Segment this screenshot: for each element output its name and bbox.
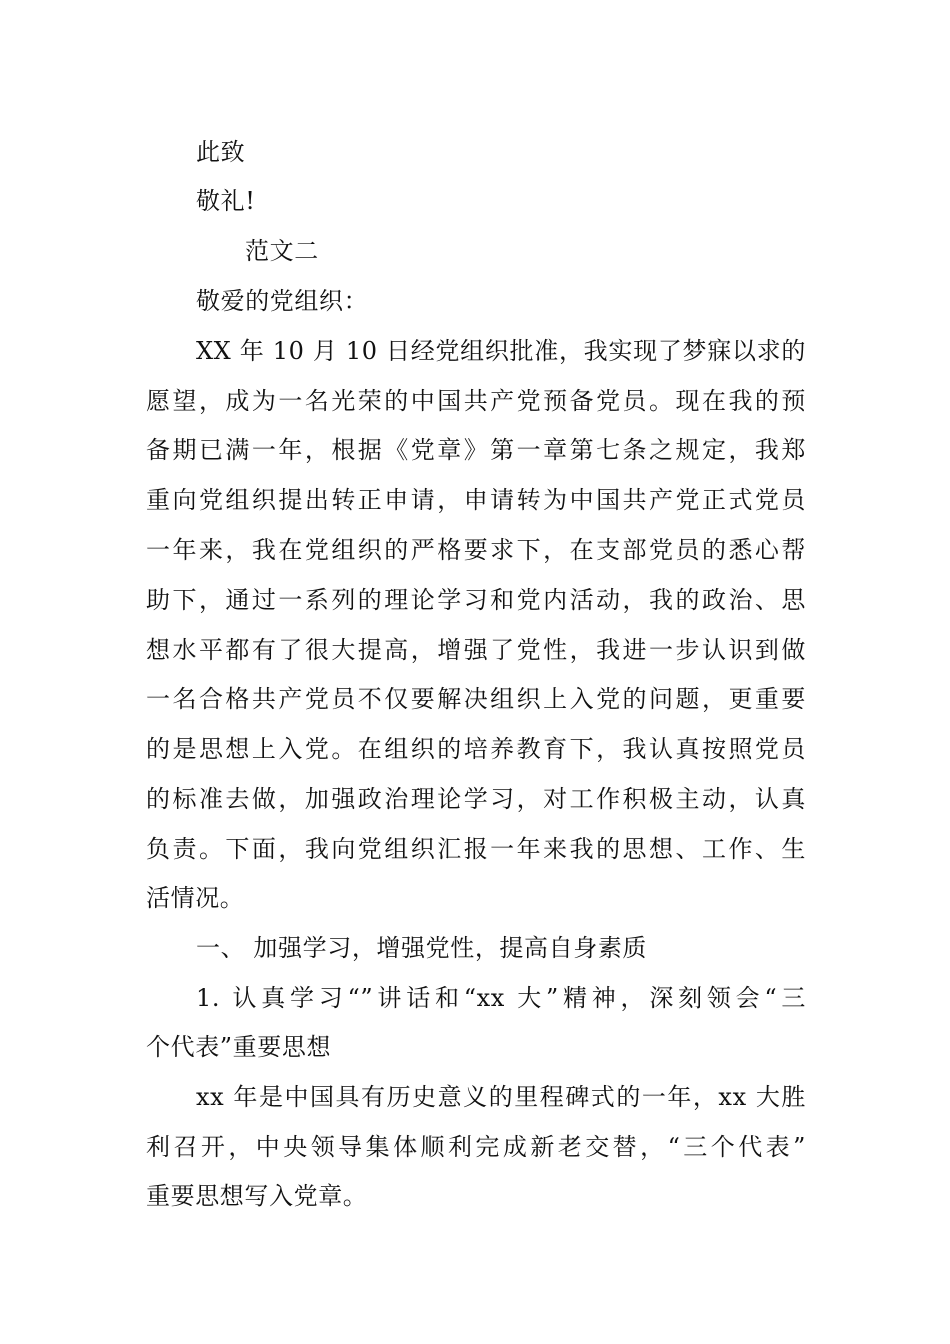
paragraph-line: 重要思想写入党章。: [146, 1182, 368, 1210]
closing-line-2: 敬礼!: [196, 187, 256, 215]
paragraph-line: 助下，通过一系列的理论学习和党内活动，我的政治、思: [146, 586, 806, 614]
heading-1: 一、 加强学习，增强党性，提高自身素质: [196, 934, 648, 962]
paragraph-line: 一名合格共产党员不仅要解决组织上入党的问题，更重要: [146, 685, 806, 713]
paragraph-line: 负责。下面，我向党组织汇报一年来我的思想、工作、生: [146, 835, 806, 863]
paragraph-line: 活情况。: [146, 884, 245, 912]
paragraph-line: 重向党组织提出转正申请，申请转为中国共产党正式党员: [146, 486, 806, 514]
paragraph-line: 一年来，我在党组织的严格要求下，在支部党员的悉心帮: [146, 536, 806, 564]
subheading-line: 个代表”重要思想: [146, 1033, 332, 1061]
paragraph-line: 利召开，中央领导集体顺利完成新老交替，“三个代表”: [146, 1133, 806, 1161]
closing-line-1: 此致: [196, 138, 246, 166]
section-title: 范文二: [245, 237, 319, 265]
paragraph-line: 备期已满一年，根据《党章》第一章第七条之规定，我郑: [146, 436, 806, 464]
subheading-line: 1. 认真学习“”讲话和“xx 大”精神，深刻领会“三: [196, 984, 806, 1012]
paragraph-line: 愿望，成为一名光荣的中国共产党预备党员。现在我的预: [146, 387, 806, 415]
paragraph-line: xx 年是中国具有历史意义的里程碑式的一年，xx 大胜: [196, 1083, 806, 1111]
paragraph-line: 想水平都有了很大提高，增强了党性，我进一步认识到做: [146, 636, 806, 664]
paragraph-line: XX 年 10 月 10 日经党组织批准，我实现了梦寐以求的: [196, 337, 806, 365]
paragraph-line: 的是思想上入党。在组织的培养教育下，我认真按照党员: [146, 735, 806, 763]
salutation: 敬爱的党组织：: [196, 287, 369, 315]
paragraph-line: 的标准去做，加强政治理论学习，对工作积极主动，认真: [146, 785, 806, 813]
